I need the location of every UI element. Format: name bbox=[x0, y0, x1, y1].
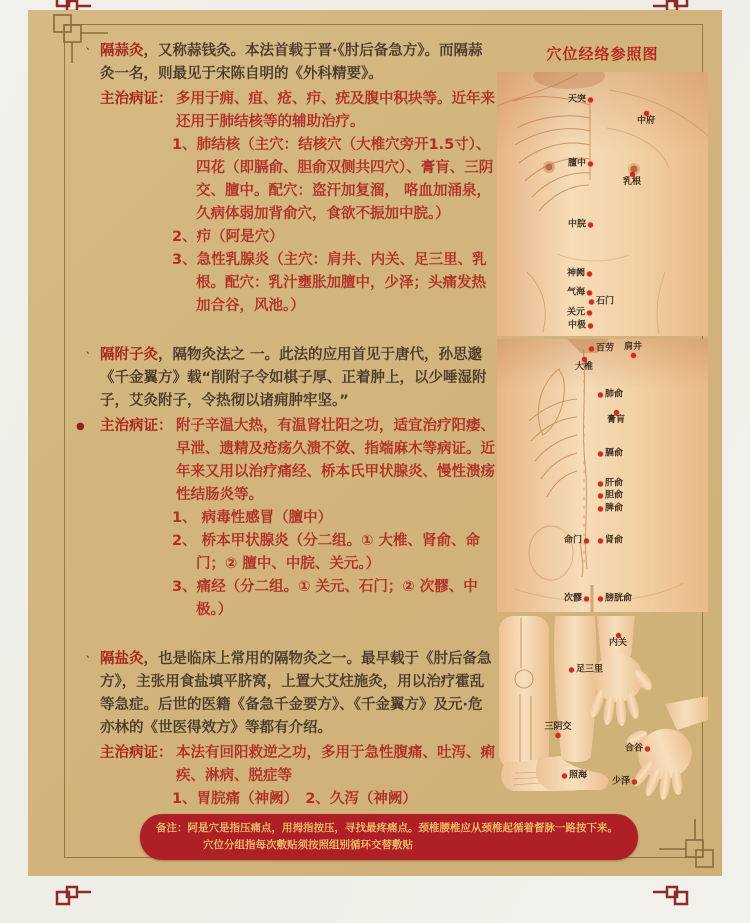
section-intro-text: ，隔物灸法之 一。此法的应用首见于唐代，孙思邈《千金翼方》载“削附子令如棋子厚、正着肿上，以少唾湿附子，艾灸附子，令热彻以诸痈肿牢坚。” bbox=[100, 347, 487, 409]
acupoint-label: 乳根 bbox=[622, 177, 642, 187]
acupoint-marker bbox=[567, 289, 592, 298]
acupoint-dot-icon bbox=[587, 311, 592, 316]
acupoint-dot-icon bbox=[598, 452, 603, 457]
acupoint-dot-icon bbox=[632, 780, 637, 785]
acupoint-marker bbox=[564, 537, 589, 546]
acupoint-label: 气海 bbox=[566, 287, 585, 298]
acupoint-marker bbox=[598, 480, 623, 489]
acupoint-dot-icon bbox=[645, 747, 650, 752]
acupoint-label: 肝俞 bbox=[605, 478, 624, 489]
acupoint-label: 少泽 bbox=[611, 776, 630, 787]
acupoint-label: 天突 bbox=[567, 94, 586, 105]
acupoint-marker bbox=[569, 666, 603, 675]
acupoint-marker bbox=[625, 745, 650, 754]
section-ge-fuzi-jiu bbox=[76, 344, 496, 622]
acupoint-label: 百劳 bbox=[596, 343, 615, 354]
acupoint-dot-icon bbox=[589, 300, 594, 305]
acupoint-label: 合谷 bbox=[624, 743, 643, 754]
acupoint-label: 膻中 bbox=[567, 158, 586, 169]
acupoint-label: 胆俞 bbox=[605, 490, 624, 501]
acupoint-marker bbox=[567, 309, 592, 318]
section-intro-paragraph bbox=[84, 648, 496, 740]
acupoint-label: 膀胱俞 bbox=[605, 593, 633, 604]
indications-label: 主治病证： bbox=[100, 745, 173, 761]
acupoint-dot-icon bbox=[569, 668, 574, 673]
indications-label: 主治病证： bbox=[100, 418, 173, 434]
acupoint-label: 中府 bbox=[636, 116, 656, 126]
indication-item: 3、急性乳腺炎（主穴：肩井、内关、足三里、乳根。配穴：乳汁壅胀加膻中，少泽；头痛发热加合谷，风池。） bbox=[172, 252, 487, 314]
note-line-1 bbox=[156, 820, 622, 837]
acupoint-label: 神阙 bbox=[566, 268, 585, 279]
acupoint-marker bbox=[575, 357, 593, 372]
indications-label: 主治病证： bbox=[100, 91, 173, 107]
acupoint-label: 内关 bbox=[608, 638, 628, 648]
acupoint-label: 大椎 bbox=[574, 362, 594, 372]
fret-corner-ornament-bottom-right-icon bbox=[659, 819, 717, 871]
indications-block bbox=[84, 742, 496, 788]
acupoint-marker bbox=[623, 172, 641, 187]
section-tick: 、 bbox=[86, 650, 96, 660]
acupoint-dot-icon bbox=[587, 291, 592, 296]
fret-mark-bottom-left-icon bbox=[54, 884, 94, 906]
acupoint-marker bbox=[624, 343, 642, 358]
section-tick: 、 bbox=[86, 346, 96, 356]
acupoint-dot-icon bbox=[587, 272, 592, 277]
acupoint-label: 次髎 bbox=[563, 593, 582, 604]
section-title: 隔盐灸 bbox=[100, 651, 144, 667]
acupoint-dot-icon bbox=[588, 98, 593, 103]
indications-text: 本法有回阳救逆之功，多用于急性腹痛、吐泻、痢疾、淋病、脱症等 bbox=[176, 745, 495, 784]
acupoint-dot-icon bbox=[598, 507, 603, 512]
acupoint-label: 中极 bbox=[567, 320, 586, 331]
acupoint-label: 肩井 bbox=[623, 342, 643, 352]
indications-block bbox=[84, 88, 496, 134]
section-intro-paragraph bbox=[84, 344, 496, 413]
acupoint-marker bbox=[598, 537, 623, 546]
acupoint-label: 足三里 bbox=[576, 664, 604, 675]
acupoint-marker bbox=[568, 160, 593, 169]
indication-item: 2、 桥本甲状腺炎（分二组。① 大椎、肾俞、命门；② 膻中、中脘、关元。） bbox=[172, 533, 480, 572]
acupoint-marker bbox=[612, 778, 637, 787]
acupoint-marker bbox=[598, 505, 623, 514]
acupoint-marker bbox=[598, 391, 623, 400]
acupoint-marker bbox=[598, 595, 632, 604]
acupoint-label: 膈俞 bbox=[605, 448, 624, 459]
acupoint-marker bbox=[598, 492, 623, 501]
indication-list bbox=[84, 788, 496, 811]
content-panel bbox=[28, 10, 722, 876]
acupoint-dot-icon bbox=[562, 774, 567, 779]
acupoint-marker bbox=[562, 772, 587, 781]
acupoint-dot-icon bbox=[630, 353, 635, 358]
acupoint-label: 肾俞 bbox=[605, 535, 624, 546]
section-ge-yan-jiu bbox=[84, 648, 496, 811]
section-tick: 、 bbox=[86, 42, 96, 52]
indication-item: 2、疖（阿是穴） bbox=[172, 229, 284, 245]
figure-back-torso bbox=[497, 339, 708, 612]
acupoint-label: 肺俞 bbox=[605, 389, 624, 400]
indications-text: 多用于痈、疽、疮、疖、疣及腹中积块等。近年来还用于肺结核等的辅助治疗。 bbox=[176, 91, 495, 130]
section-intro-text: ，又称蒜钱灸。本法首载于晋·《肘后备急方》。而隔蒜灸一名，则最见于宋陈自明的《外科精要》。 bbox=[100, 43, 483, 82]
acupoint-label: 照海 bbox=[569, 770, 588, 781]
acupoint-marker bbox=[568, 96, 593, 105]
acupoint-dot-icon bbox=[598, 494, 603, 499]
acupoint-label: 命门 bbox=[563, 535, 582, 546]
acupoint-marker bbox=[568, 221, 593, 230]
indication-item: 1、 病毒性感冒（膻中） bbox=[172, 510, 333, 526]
diagram-column bbox=[497, 43, 708, 819]
acupoint-marker bbox=[564, 595, 589, 604]
acupoint-label: 中脘 bbox=[567, 219, 586, 230]
diagram-title: 穴位经络参照图 bbox=[546, 45, 659, 63]
acupoint-dot-icon bbox=[555, 733, 560, 738]
indication-item: 1、胃脘痛（神阙） 2、久泻（神阙） bbox=[172, 791, 417, 807]
section-intro-text: ，也是临床上常用的隔物灸之一。最早载于《肘后备急方》，主张用食盐填平脐窝，上置大艾炷施灸，用以治疗霍乱等急症。后世的医籍《备急千金要方》、《千金翼方》及元·危亦林的《世医得效方》等都有介绍。 bbox=[100, 651, 492, 736]
acupoint-dot-icon bbox=[589, 347, 594, 352]
acupoint-marker bbox=[607, 410, 625, 425]
indication-item: 3、痛经（分二组。① 关元、石门；② 次髎、中极。） bbox=[172, 579, 478, 618]
section-title: 隔附子灸 bbox=[100, 347, 158, 363]
acupoint-marker bbox=[568, 322, 593, 331]
indications-block bbox=[76, 415, 496, 507]
indication-item: 1、肺结核（主穴：结核穴（大椎穴旁开1.5寸）、四花（即膈俞、胆俞双侧共四穴）、膏肓、三阴交、膻中。配穴：盗汗加复溜， 咯血加涌泉，久病体弱加背俞穴，食欲不振加中脘。） bbox=[172, 137, 494, 222]
acupoint-label: 膏肓 bbox=[606, 415, 626, 425]
acupoint-dot-icon bbox=[588, 162, 593, 167]
acupoint-marker bbox=[598, 450, 623, 459]
acupoint-dot-icon bbox=[598, 597, 603, 602]
acupoint-dot-icon bbox=[584, 539, 589, 544]
figure-front-torso bbox=[497, 72, 708, 336]
section-ge-suan-jiu bbox=[84, 40, 496, 318]
acupoint-marker bbox=[567, 270, 592, 279]
acupoint-dot-icon bbox=[588, 223, 593, 228]
note-banner bbox=[140, 814, 638, 860]
acupoint-label: 石门 bbox=[596, 296, 615, 307]
acupoint-marker bbox=[589, 345, 614, 354]
fret-mark-bottom-right-icon bbox=[650, 884, 690, 906]
acupoint-dot-icon bbox=[598, 482, 603, 487]
section-intro-paragraph bbox=[84, 40, 496, 86]
acupoint-marker bbox=[589, 298, 614, 307]
acupoint-marker bbox=[544, 723, 571, 738]
note-text-1: 阿是穴是指压痛点，用拇指按压，寻找最疼痛点。颈椎腰椎应从颈椎起循着督脉一路按下来。 bbox=[187, 822, 618, 834]
acupoint-label: 三阴交 bbox=[544, 722, 572, 732]
acupoint-marker bbox=[637, 111, 655, 126]
acupoint-label: 关元 bbox=[566, 307, 585, 318]
acupoint-marker bbox=[609, 633, 627, 648]
note-text-2: 穴位分组指每次敷贴须按照组别循环交替敷贴 bbox=[203, 839, 413, 851]
bullet-dot-icon: ● bbox=[76, 421, 85, 432]
text-column bbox=[76, 40, 496, 837]
acupoint-dot-icon bbox=[598, 539, 603, 544]
acupoint-dot-icon bbox=[598, 393, 603, 398]
indications-text: 附子辛温大热，有温肾壮阳之功，适宜治疗阳痿、早泄、遗精及疮疡久溃不敛、指端麻木等病证。近年来又用以治疗痛经、桥本氏甲状腺炎、慢性溃疡性结肠炎等。 bbox=[176, 418, 495, 503]
acupoint-label: 脾俞 bbox=[605, 503, 624, 514]
indication-list bbox=[84, 507, 496, 622]
note-label: 备注： bbox=[156, 822, 188, 834]
figure-limbs bbox=[497, 616, 708, 819]
section-title: 隔蒜灸 bbox=[100, 43, 144, 59]
acupoint-dot-icon bbox=[584, 597, 589, 602]
acupoint-dot-icon bbox=[588, 324, 593, 329]
indication-list bbox=[84, 134, 496, 318]
